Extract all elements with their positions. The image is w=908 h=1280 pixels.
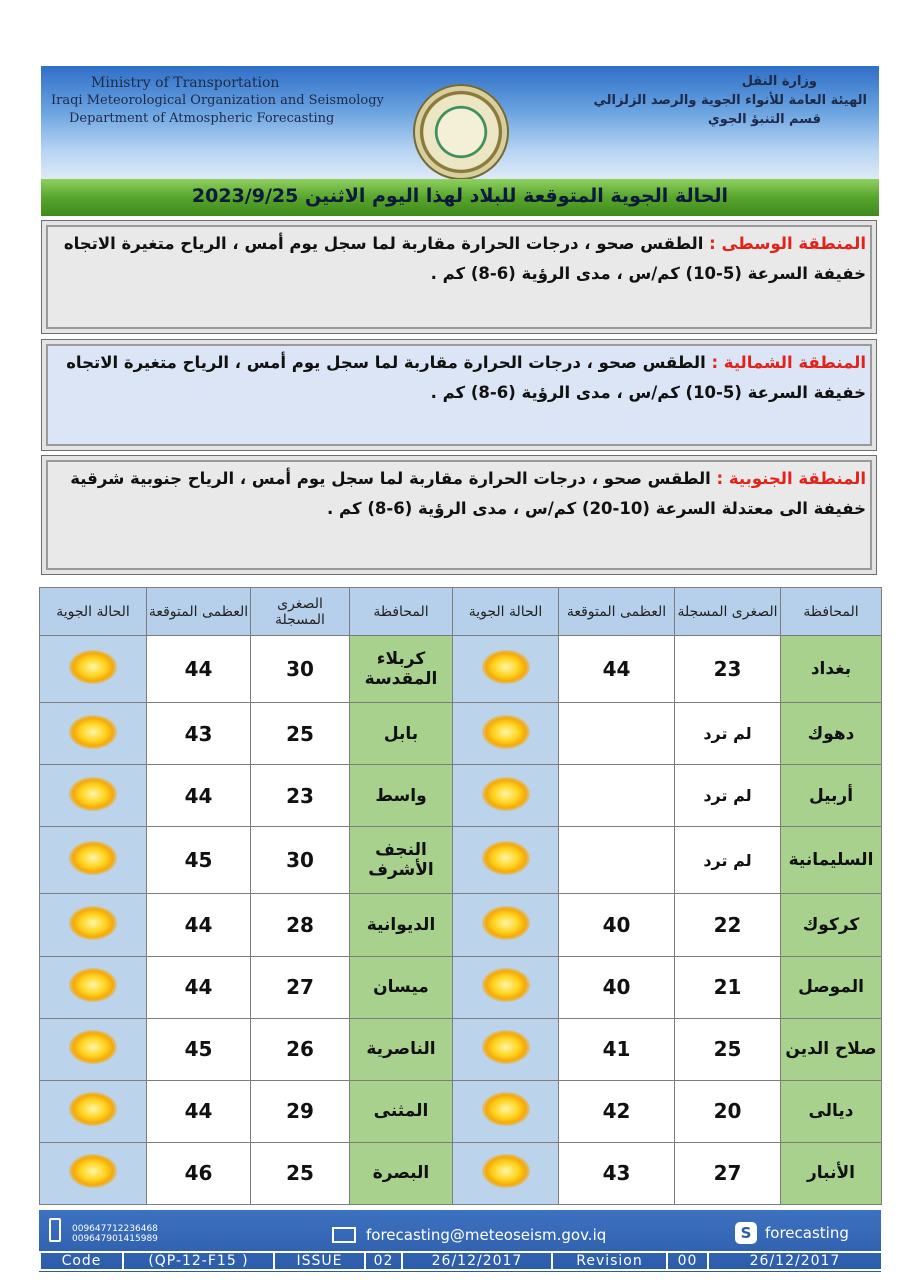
header-english [51, 74, 384, 128]
table-row [40, 827, 882, 894]
weather-cell [40, 636, 147, 703]
header-max: العظمى المتوقعة [559, 588, 675, 636]
max-temp-cell: 44 [147, 894, 251, 956]
header-max: العظمى المتوقعة [147, 588, 251, 636]
min-temp-cell: لم ترد [675, 765, 781, 827]
min-temp-cell: 21 [675, 956, 781, 1018]
province-cell: المثنى [350, 1080, 453, 1142]
province-cell: الديوانية [350, 894, 453, 956]
document-code-bar [39, 1251, 883, 1271]
phone-numbers [72, 1224, 158, 1244]
sun-icon [482, 968, 530, 1002]
phone-number: 009647901415989 [72, 1234, 158, 1244]
province-cell: السليمانية [781, 827, 882, 894]
table-row [40, 1142, 882, 1204]
province-cell: الموصل [781, 956, 882, 1018]
organization-name-ar: الهيئة العامة للأنواء الجوية والرصد الزلزالي [593, 93, 867, 108]
header-weather: الحالة الجوية [453, 588, 559, 636]
forecast-table [39, 587, 882, 1205]
region-name: المنطقة الشمالية : [711, 353, 866, 372]
region-name: المنطقة الوسطى : [709, 234, 866, 253]
ministry-name-ar: وزارة النقل [741, 74, 817, 89]
sun-icon [69, 968, 117, 1002]
min-temp-cell: 23 [675, 636, 781, 703]
min-temp-cell: 29 [251, 1080, 350, 1142]
issue-label: ISSUE [274, 1252, 365, 1270]
header-province: المحافظة [781, 588, 882, 636]
region-forecast: الطقس صحو ، درجات الحرارة مقاربة لما سجل يوم أمس ، الرياح متغيرة الاتجاه خفيفة السرعة (5-10) كم/س ، مدى الرؤية (6-8) كم . [66, 353, 866, 402]
department-name-en: Department of Atmospheric Forecasting [69, 111, 335, 126]
table-row [40, 894, 882, 956]
min-temp-cell: 26 [251, 1018, 350, 1080]
weather-cell [40, 956, 147, 1018]
max-temp-cell: 44 [147, 636, 251, 703]
header-arabic [593, 72, 867, 129]
max-temp-cell: 45 [147, 1018, 251, 1080]
header-min: الصغرى المسجلة [675, 588, 781, 636]
table-header-row [40, 588, 882, 636]
max-temp-cell: 44 [147, 765, 251, 827]
max-temp-cell: 42 [559, 1080, 675, 1142]
min-temp-cell: 28 [251, 894, 350, 956]
min-temp-cell: 30 [251, 827, 350, 894]
title-bar [41, 179, 879, 216]
province-cell: أربيل [781, 765, 882, 827]
province-cell: كربلاء المقدسة [350, 636, 453, 703]
organization-name-en: Iraqi Meteorological Organization and Seismology [51, 93, 384, 108]
max-temp-cell: 43 [559, 1142, 675, 1204]
ministry-name-en: Ministry of Transportation [91, 75, 280, 91]
sun-icon [482, 715, 530, 749]
weather-cell [40, 765, 147, 827]
skype-name[interactable]: forecasting [765, 1224, 849, 1242]
weather-cell [453, 703, 559, 765]
max-temp-cell [559, 827, 675, 894]
issue-date: 26/12/2017 [402, 1252, 552, 1270]
weather-cell [40, 703, 147, 765]
table-row [40, 765, 882, 827]
province-cell: الأنبار [781, 1142, 882, 1204]
sun-icon [69, 650, 117, 684]
sun-icon [482, 777, 530, 811]
sun-icon [69, 906, 117, 940]
weather-cell [453, 894, 559, 956]
table-row [40, 1018, 882, 1080]
max-temp-cell: 44 [147, 956, 251, 1018]
table-row [40, 956, 882, 1018]
header-province: المحافظة [350, 588, 453, 636]
province-cell: واسط [350, 765, 453, 827]
phone-icon [49, 1218, 61, 1242]
department-name-ar: قسم التنبؤ الجوي [707, 112, 821, 127]
min-temp-cell: 30 [251, 636, 350, 703]
weather-cell [453, 636, 559, 703]
header-weather: الحالة الجوية [40, 588, 147, 636]
revision-number: 00 [667, 1252, 708, 1270]
sun-icon [482, 1030, 530, 1064]
region-text [52, 229, 866, 289]
weather-cell [453, 1080, 559, 1142]
sun-icon [482, 1154, 530, 1188]
province-cell: دهوك [781, 703, 882, 765]
weather-cell [40, 827, 147, 894]
province-cell: ميسان [350, 956, 453, 1018]
min-temp-cell: 25 [675, 1018, 781, 1080]
header-banner [41, 66, 879, 179]
page-title: الحالة الجوية المتوقعة للبلاد لهذا اليوم الاثنين 2023/9/25 [191, 185, 729, 207]
email-icon [332, 1227, 356, 1243]
weather-cell [40, 1018, 147, 1080]
weather-cell [453, 956, 559, 1018]
sun-icon [69, 777, 117, 811]
min-temp-cell: 27 [675, 1142, 781, 1204]
issue-number: 02 [365, 1252, 402, 1270]
min-temp-cell: 22 [675, 894, 781, 956]
weather-cell [40, 1080, 147, 1142]
sun-icon [69, 841, 117, 875]
min-temp-cell: لم ترد [675, 703, 781, 765]
code-value: (QP-12-F15 ) [123, 1252, 274, 1270]
province-cell: الناصرية [350, 1018, 453, 1080]
region-central [41, 220, 877, 334]
max-temp-cell [559, 765, 675, 827]
max-temp-cell: 41 [559, 1018, 675, 1080]
province-cell: ديالى [781, 1080, 882, 1142]
min-temp-cell: 23 [251, 765, 350, 827]
max-temp-cell: 43 [147, 703, 251, 765]
table-row [40, 703, 882, 765]
email-address[interactable]: forecasting@meteoseism.gov.iq [366, 1226, 607, 1244]
sun-icon [482, 1092, 530, 1126]
weather-cell [453, 765, 559, 827]
footer [39, 1210, 881, 1272]
table-row [40, 1080, 882, 1142]
sun-icon [69, 1092, 117, 1126]
weather-cell [453, 1018, 559, 1080]
sun-icon [69, 1154, 117, 1188]
province-cell: صلاح الدين [781, 1018, 882, 1080]
min-temp-cell: لم ترد [675, 827, 781, 894]
region-forecast: الطقس صحو ، درجات الحرارة مقاربة لما سجل يوم أمس ، الرياح جنوبية شرقية خفيفة الى معتدلة السرعة (10-20) كم/س ، مدى الرؤية (6-8) كم . [70, 469, 866, 518]
region-text [52, 348, 866, 408]
table-row [40, 636, 882, 703]
skype-icon: S [735, 1222, 757, 1244]
weather-cell [453, 1142, 559, 1204]
sun-icon [69, 715, 117, 749]
min-temp-cell: 27 [251, 956, 350, 1018]
province-cell: البصرة [350, 1142, 453, 1204]
sun-icon [482, 906, 530, 940]
region-forecast: الطقس صحو ، درجات الحرارة مقاربة لما سجل يوم أمس ، الرياح متغيرة الاتجاه خفيفة السرعة (5-10) كم/س ، مدى الرؤية (6-8) كم . [63, 234, 866, 283]
header-min: الصغرى المسجلة [251, 588, 350, 636]
revision-label: Revision [552, 1252, 667, 1270]
region-text [52, 464, 866, 524]
min-temp-cell: 25 [251, 703, 350, 765]
region-name: المنطقة الجنوبية : [716, 469, 866, 488]
revision-date: 26/12/2017 [708, 1252, 882, 1270]
min-temp-cell: 20 [675, 1080, 781, 1142]
region-north [41, 339, 877, 451]
max-temp-cell: 44 [147, 1080, 251, 1142]
organization-logo [413, 84, 509, 180]
max-temp-cell: 40 [559, 894, 675, 956]
max-temp-cell: 44 [559, 636, 675, 703]
max-temp-cell: 40 [559, 956, 675, 1018]
weather-cell [40, 1142, 147, 1204]
max-temp-cell: 45 [147, 827, 251, 894]
province-cell: النجف الأشرف [350, 827, 453, 894]
sun-icon [69, 1030, 117, 1064]
min-temp-cell: 25 [251, 1142, 350, 1204]
sun-icon [482, 841, 530, 875]
province-cell: كركوك [781, 894, 882, 956]
weather-cell [40, 894, 147, 956]
sun-icon [482, 650, 530, 684]
province-cell: بابل [350, 703, 453, 765]
region-south [41, 455, 877, 575]
code-label: Code [40, 1252, 123, 1270]
province-cell: بغداد [781, 636, 882, 703]
weather-cell [453, 827, 559, 894]
phone-number: 009647712236468 [72, 1224, 158, 1234]
max-temp-cell [559, 703, 675, 765]
max-temp-cell: 46 [147, 1142, 251, 1204]
